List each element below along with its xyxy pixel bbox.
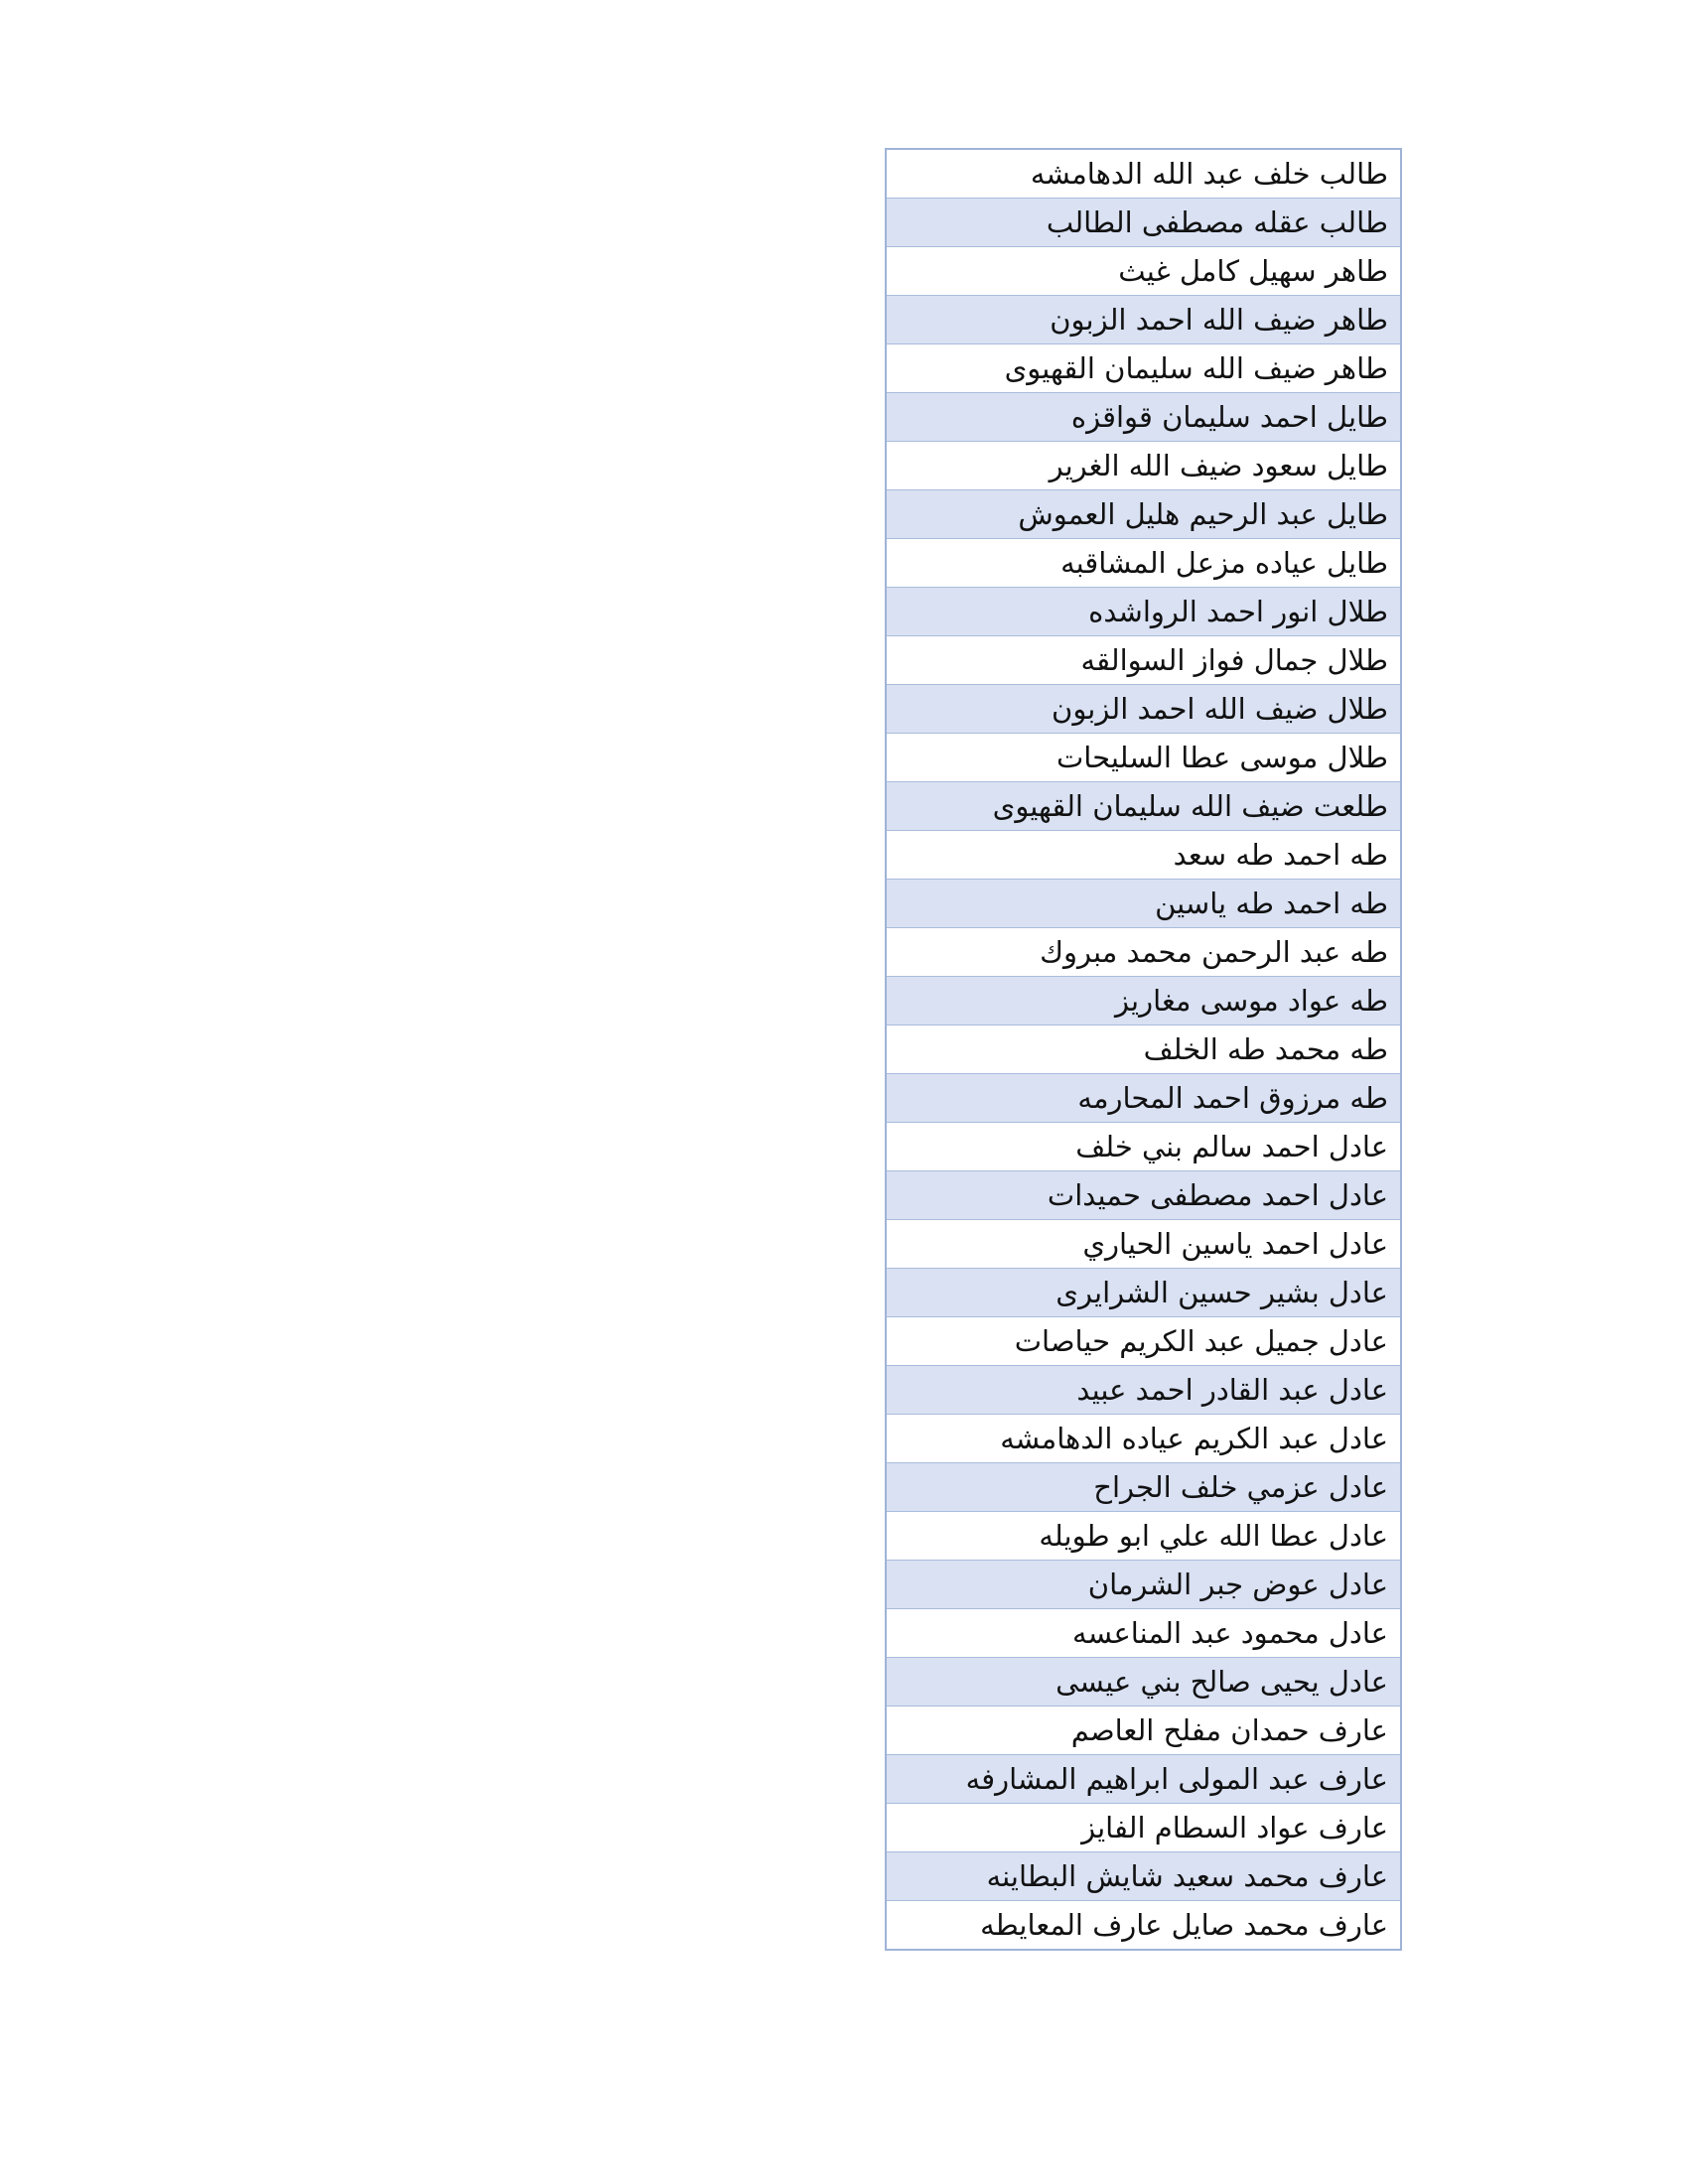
name-cell: طه محمد طه الخلف bbox=[886, 1025, 1401, 1074]
table-row bbox=[886, 247, 1401, 296]
name-cell: طاهر ضيف الله احمد الزبون bbox=[886, 296, 1401, 344]
name-cell: عادل احمد مصطفى حميدات bbox=[886, 1171, 1401, 1220]
table-row bbox=[886, 1025, 1401, 1074]
name-cell: طلال جمال فواز السوالقه bbox=[886, 636, 1401, 685]
table-row bbox=[886, 588, 1401, 636]
table-row bbox=[886, 636, 1401, 685]
name-cell: طلال انور احمد الرواشده bbox=[886, 588, 1401, 636]
name-cell: طه مرزوق احمد المحارمه bbox=[886, 1074, 1401, 1123]
name-cell: عادل احمد سالم بني خلف bbox=[886, 1123, 1401, 1171]
name-cell: عادل جميل عبد الكريم حياصات bbox=[886, 1317, 1401, 1366]
table-row bbox=[886, 1804, 1401, 1852]
name-cell: عارف حمدان مفلح العاصم bbox=[886, 1706, 1401, 1755]
names-table bbox=[885, 148, 1402, 1951]
name-cell: عادل عزمي خلف الجراح bbox=[886, 1463, 1401, 1512]
table-row bbox=[886, 1463, 1401, 1512]
table-row bbox=[886, 685, 1401, 734]
table-row bbox=[886, 1609, 1401, 1658]
name-cell: عادل احمد ياسين الحياري bbox=[886, 1220, 1401, 1269]
name-cell: عادل عطا الله علي ابو طويله bbox=[886, 1512, 1401, 1561]
name-cell: عادل عوض جبر الشرمان bbox=[886, 1561, 1401, 1609]
table-row bbox=[886, 1658, 1401, 1706]
table-row bbox=[886, 1269, 1401, 1317]
name-cell: عادل عبد الكريم عياده الدهامشه bbox=[886, 1415, 1401, 1463]
table-row bbox=[886, 1074, 1401, 1123]
table-row bbox=[886, 149, 1401, 199]
table-row bbox=[886, 1706, 1401, 1755]
table-row bbox=[886, 296, 1401, 344]
name-cell: طلال موسى عطا السليحات bbox=[886, 734, 1401, 782]
table-row bbox=[886, 831, 1401, 880]
name-cell: طاهر ضيف الله سليمان القهيوى bbox=[886, 344, 1401, 393]
name-cell: عادل بشير حسين الشرايرى bbox=[886, 1269, 1401, 1317]
name-cell: طايل عبد الرحيم هليل العموش bbox=[886, 490, 1401, 539]
name-cell: طاهر سهيل كامل غيث bbox=[886, 247, 1401, 296]
table-row bbox=[886, 1317, 1401, 1366]
name-cell: طلعت ضيف الله سليمان القهيوى bbox=[886, 782, 1401, 831]
name-cell: عارف عواد السطام الفايز bbox=[886, 1804, 1401, 1852]
name-cell: طلال ضيف الله احمد الزبون bbox=[886, 685, 1401, 734]
name-cell: طايل سعود ضيف الله الغرير bbox=[886, 442, 1401, 490]
table-row bbox=[886, 1512, 1401, 1561]
table-row bbox=[886, 1852, 1401, 1901]
table-row bbox=[886, 928, 1401, 977]
table-row bbox=[886, 1123, 1401, 1171]
table-row bbox=[886, 734, 1401, 782]
table-row bbox=[886, 1220, 1401, 1269]
name-cell: طايل احمد سليمان قواقزه bbox=[886, 393, 1401, 442]
name-cell: عارف عبد المولى ابراهيم المشارفه bbox=[886, 1755, 1401, 1804]
name-cell: عارف محمد سعيد شايش البطاينه bbox=[886, 1852, 1401, 1901]
name-cell: طه عبد الرحمن محمد مبروك bbox=[886, 928, 1401, 977]
table-row bbox=[886, 344, 1401, 393]
table-row bbox=[886, 880, 1401, 928]
table-row bbox=[886, 539, 1401, 588]
name-cell: عادل عبد القادر احمد عبيد bbox=[886, 1366, 1401, 1415]
name-cell: عادل يحيى صالح بني عيسى bbox=[886, 1658, 1401, 1706]
table-row bbox=[886, 1755, 1401, 1804]
table-row bbox=[886, 782, 1401, 831]
name-cell: طايل عياده مزعل المشاقبه bbox=[886, 539, 1401, 588]
table-row bbox=[886, 1171, 1401, 1220]
names-table-body bbox=[886, 149, 1401, 1950]
table-row bbox=[886, 1366, 1401, 1415]
name-cell: طه احمد طه سعد bbox=[886, 831, 1401, 880]
table-row bbox=[886, 393, 1401, 442]
name-cell: طه احمد طه ياسين bbox=[886, 880, 1401, 928]
name-cell: طالب عقله مصطفى الطالب bbox=[886, 199, 1401, 247]
table-row bbox=[886, 490, 1401, 539]
name-cell: عارف محمد صايل عارف المعايطه bbox=[886, 1901, 1401, 1951]
name-cell: طالب خلف عبد الله الدهامشه bbox=[886, 149, 1401, 199]
name-cell: طه عواد موسى مغاريز bbox=[886, 977, 1401, 1025]
name-cell: عادل محمود عبد المناعسه bbox=[886, 1609, 1401, 1658]
table-row bbox=[886, 199, 1401, 247]
table-row bbox=[886, 1901, 1401, 1951]
table-row bbox=[886, 1415, 1401, 1463]
table-row bbox=[886, 1561, 1401, 1609]
table-row bbox=[886, 977, 1401, 1025]
table-row bbox=[886, 442, 1401, 490]
